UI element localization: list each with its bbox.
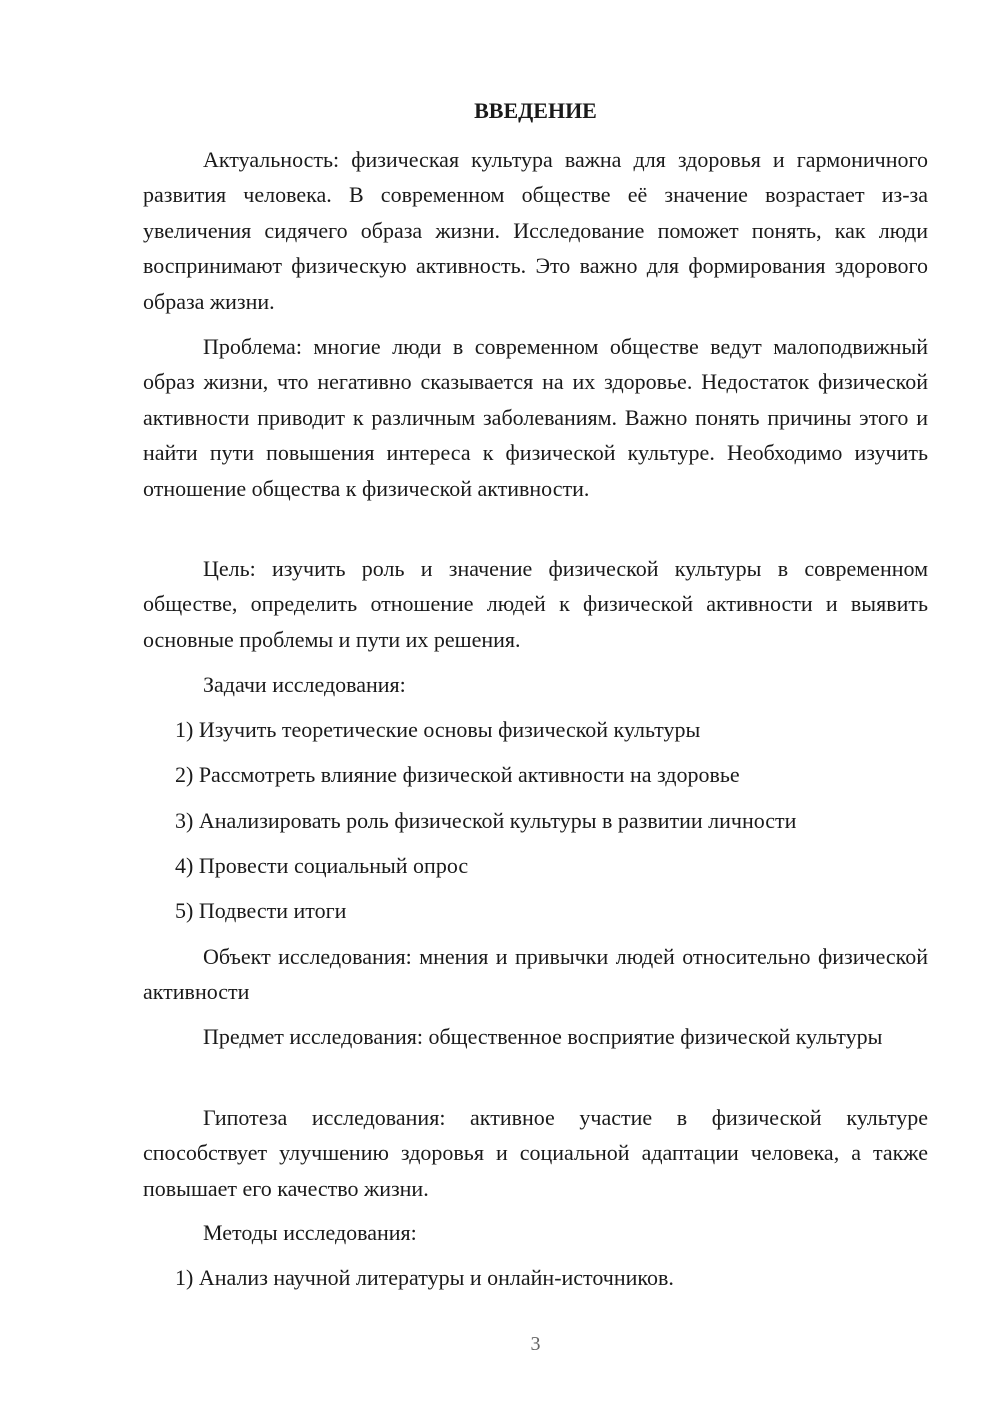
document-page <box>143 0 928 1414</box>
task-item-2: 2) Рассмотреть влияние физической активности на здоровье <box>175 762 740 787</box>
section-title: ВВЕДЕНИЕ <box>474 98 597 123</box>
task-item-4: 4) Провести социальный опрос <box>175 853 469 878</box>
page-number: 3 <box>530 1333 541 1355</box>
problem-paragraph: Проблема: многие люди в современном обществе ведут малоподвижный образ жизни, что негативно сказывается на их здоровье. Недостаток физической активности приводит к различным заболеваниям. Важно понять причины этого и найти пути повышения интереса к физической культуре. Необходимо изучить отношение общества к физической активности. <box>143 334 928 501</box>
methods-heading: Методы исследования: <box>203 1220 417 1245</box>
method-item-1: 1) Анализ научной литературы и онлайн-источников. <box>175 1265 674 1290</box>
tasks-heading: Задачи исследования: <box>203 672 406 697</box>
task-item-1: 1) Изучить теоретические основы физической культуры <box>175 717 701 742</box>
hypothesis-paragraph: Гипотеза исследования: активное участие в физической культуре способствует улучшению здоровья и социальной адаптации человека, а также повышает его качество жизни. <box>143 1105 928 1201</box>
relevance-paragraph: Актуальность: физическая культура важна для здоровья и гармоничного развития человека. В современном обществе её значение возрастает из-за увеличения сидячего образа жизни. Исследование поможет понять, как люди воспринимают физическую активность. Это важно для формирования здорового образа жизни. <box>143 147 928 314</box>
task-item-3: 3) Анализировать роль физической культуры в развитии личности <box>175 808 797 833</box>
object-paragraph: Объект исследования: мнения и привычки людей относительно физической активности <box>143 944 928 1005</box>
task-item-5: 5) Подвести итоги <box>175 898 347 923</box>
goal-paragraph: Цель: изучить роль и значение физической культуры в современном обществе, определить отношение людей к физической активности и выявить основные проблемы и пути их решения. <box>143 556 928 652</box>
subject-paragraph: Предмет исследования: общественное восприятие физической культуры <box>203 1024 883 1049</box>
